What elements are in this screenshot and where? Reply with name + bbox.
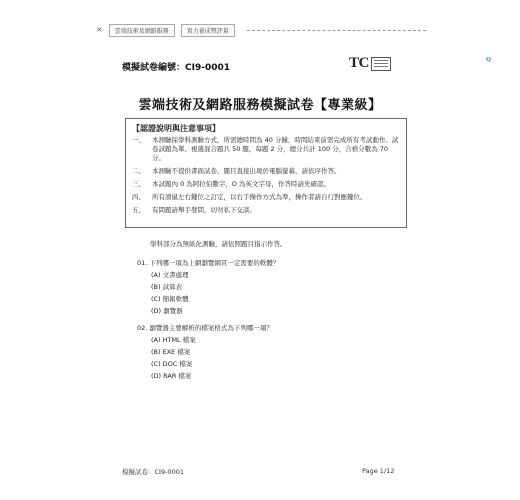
header-tab-course: 雲端技術及網路服務: [109, 24, 175, 37]
tqc-logo-text: T Q C: [349, 55, 491, 71]
page-number: Page 1/12: [362, 467, 395, 475]
notice-item: 一、 本測驗採學科測驗方式，所需總時間為 40 分鐘，時間結束前需完成所有考試動作。試卷試題為單、複選混合題共 50 題，每題 2 分，總分共計 100 分，合格分數為 70 分。: [132, 136, 399, 162]
answer-option-d: (D) RAR 檔案: [151, 372, 192, 380]
notice-list: [132, 136, 400, 215]
instructions-text: 學科部分為無紙化測驗，請依照題目指示作答。: [150, 240, 287, 248]
answer-option-b: (B) EXE 檔案: [151, 348, 191, 356]
document-header-strip: [96, 23, 426, 37]
answer-option-b: (B) 試算表: [151, 283, 183, 291]
answer-option-c: (C) DOC 檔案: [151, 360, 193, 368]
header-tab-assessment: 實力養成暨評量: [181, 24, 235, 37]
notice-item: 二、 本測驗不提供書面試卷，題目直接出現於電腦螢幕，請依序作答。: [132, 167, 341, 175]
answer-option-d: (D) 瀏覽器: [151, 307, 183, 315]
page-title: 雲端技術及網路服務模擬試卷【專業級】: [138, 98, 382, 113]
notice-box: [125, 118, 407, 228]
close-icon: ×: [96, 25, 103, 34]
answer-option-c: (C) 簡報軟體: [151, 295, 189, 303]
header-dashed-divider: [247, 30, 426, 31]
question-02: [137, 324, 273, 384]
answer-option-a: (A) 文書處理: [151, 271, 189, 279]
notice-item: 五、 有問題請舉手發問，切勿私下交談。: [132, 206, 256, 214]
notice-item: 四、 所有滑鼠左右鍵位之訂定，以右手操作方式為準，操作者請自行對應鍵位。: [132, 193, 367, 201]
question-text: 02. 瀏覽器主要解析的檔案格式為下列哪一項？: [137, 324, 273, 332]
question-01: [137, 259, 279, 319]
answer-option-a: (A) HTML 檔案: [151, 336, 196, 344]
notice-item: 三、 本試題內 0 為阿拉伯數字，O 為英文字母，作答時請先確認。: [132, 180, 330, 188]
notice-heading: 【認證說明與注意事項】: [132, 124, 220, 133]
footer-exam-code: 模擬試卷：CI9-0001: [122, 468, 184, 476]
tqc-logo: [349, 55, 491, 72]
exam-code: 模擬試卷編號：CI9-0001: [122, 63, 231, 73]
question-text: 01. 下列哪一項為上網瀏覽網頁一定需要的軟體？: [137, 259, 280, 267]
tqc-logo-emblem-icon: [371, 57, 391, 71]
